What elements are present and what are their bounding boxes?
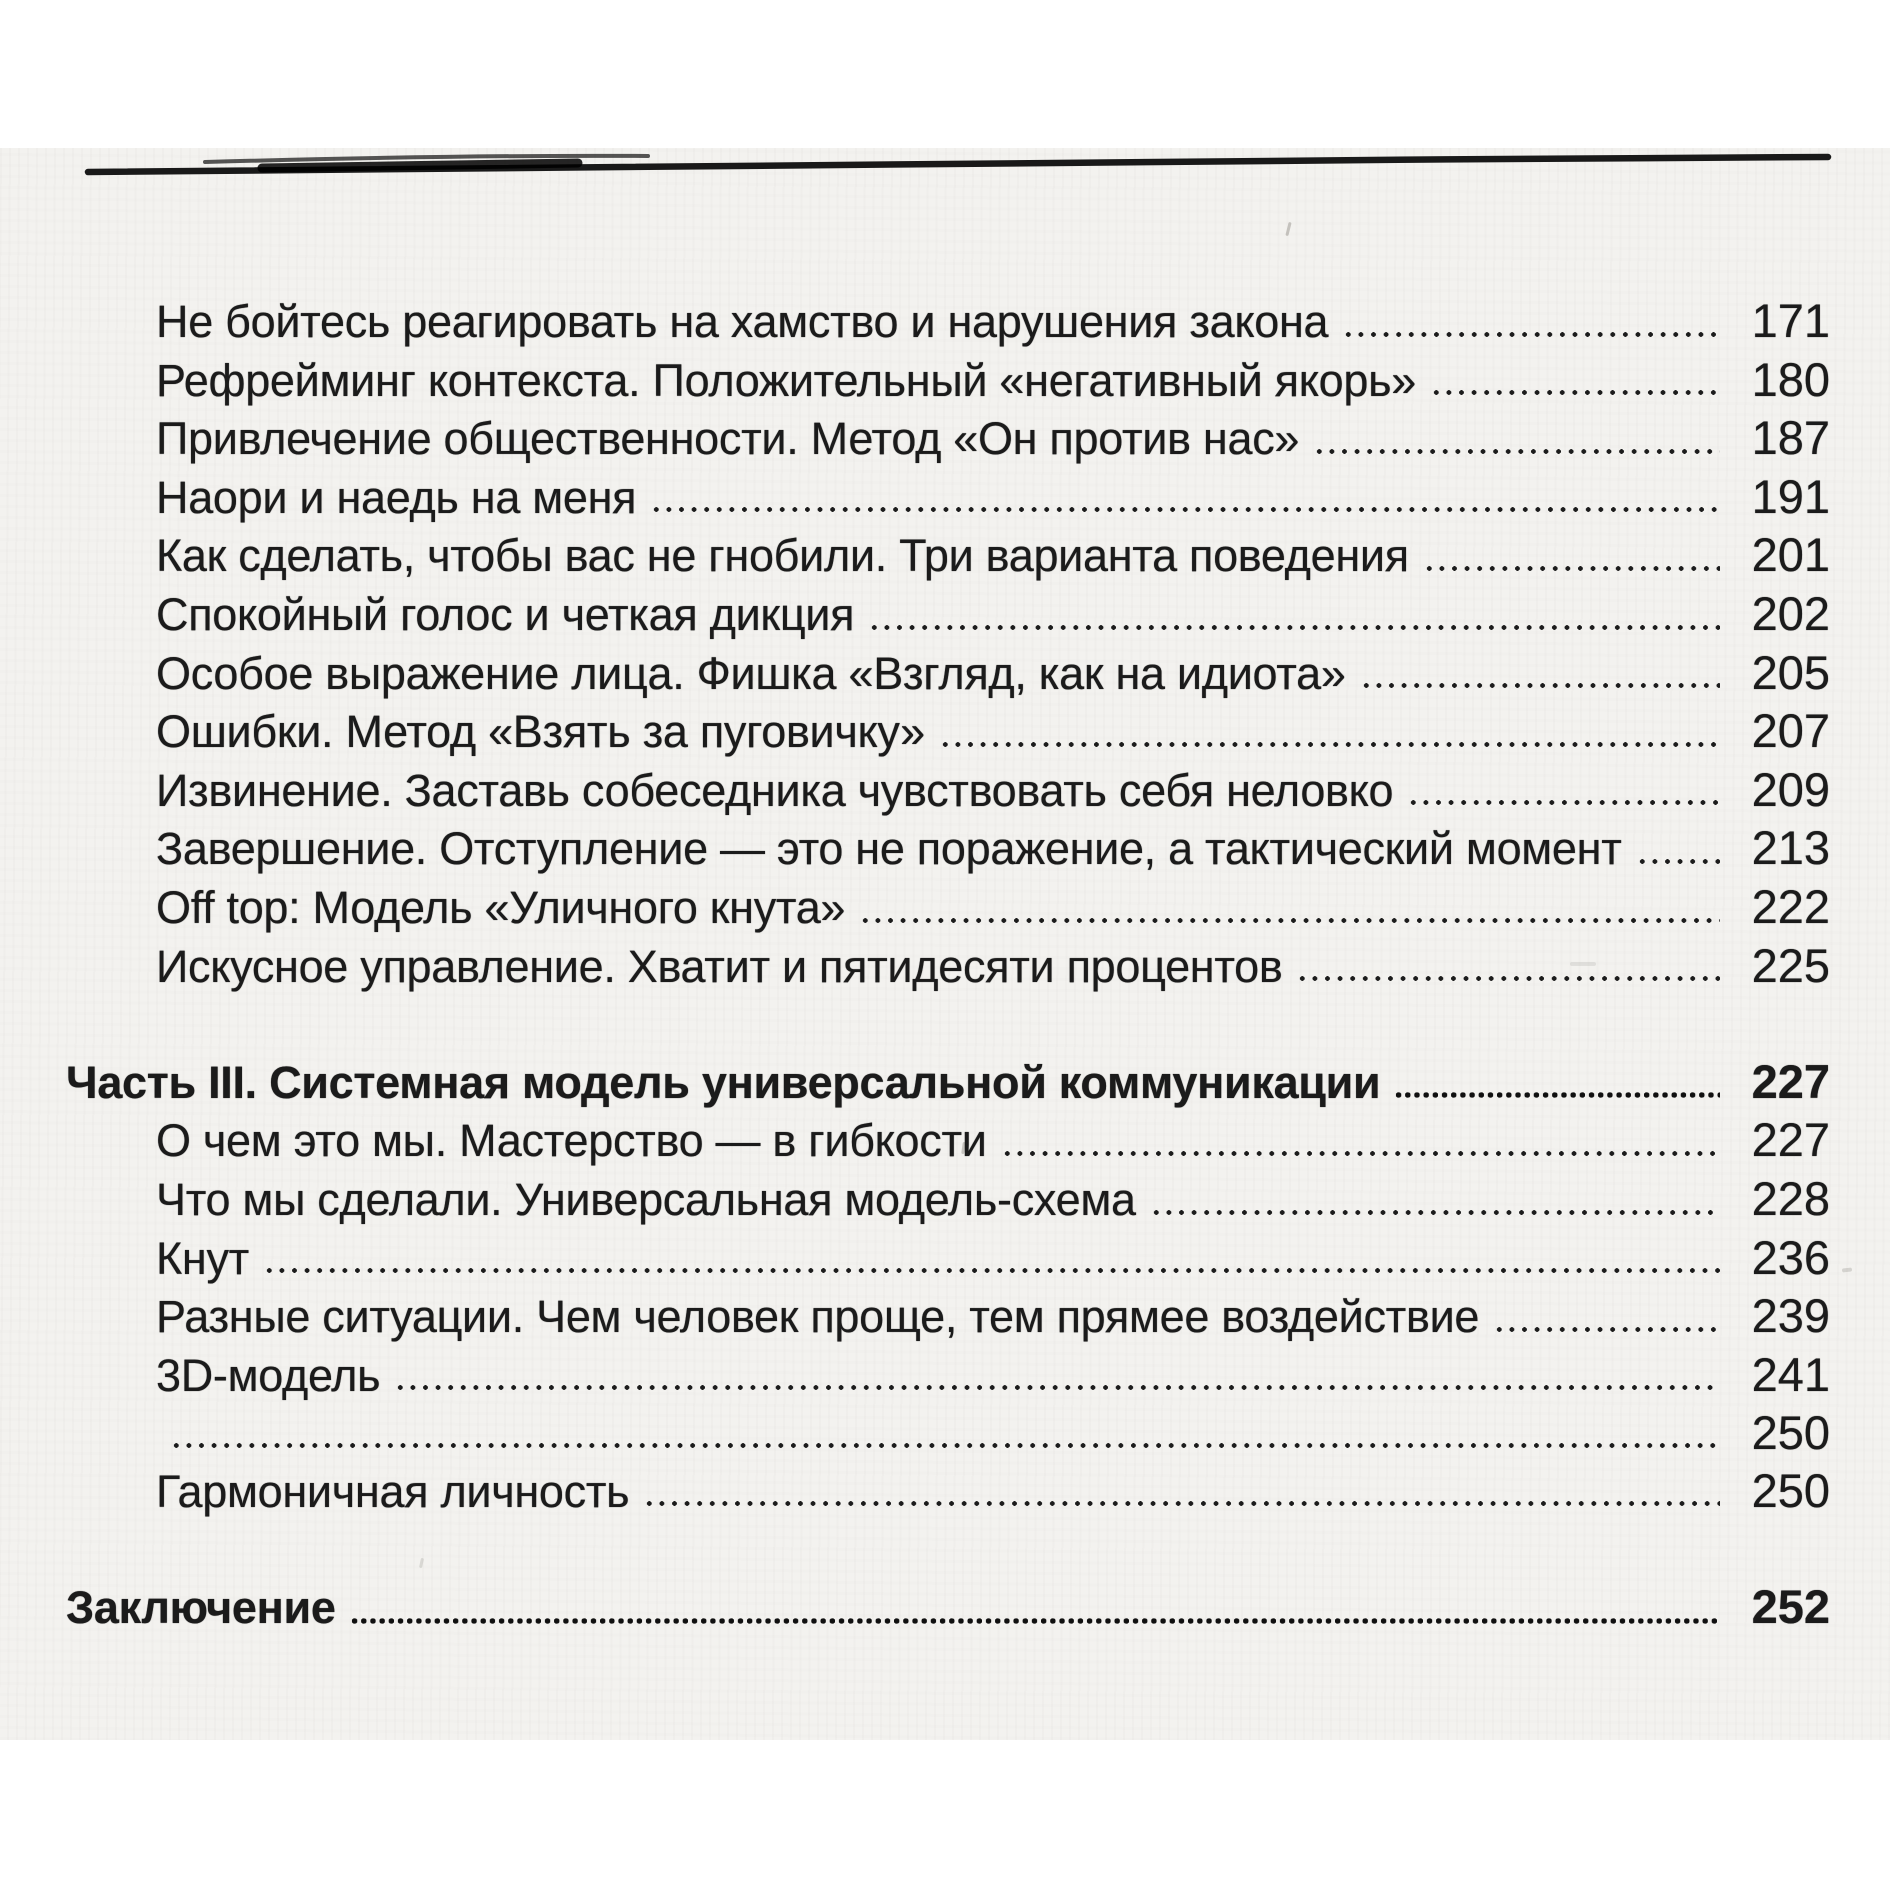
entry-page-number: 213 [1751,821,1830,875]
dot-leader [939,741,1720,748]
entry-title: Привлечение общественности. Метод «Он против нас» [156,413,1300,465]
dot-leader [394,1384,1720,1391]
entry-title: Извинение. Заставь собеседника чувствовать себя неловко [156,764,1394,816]
entry-page-number: 227 [1751,1054,1830,1108]
dot-leader [1636,858,1720,865]
entry-page-number: 180 [1751,352,1830,406]
entry-page-number: 209 [1751,762,1830,816]
entry-page-number: 225 [1751,938,1830,992]
entry-page-number: 250 [1751,1406,1830,1460]
toc-entry [0,819,1890,878]
dot-leader [263,1267,1720,1274]
toc-entry [0,1578,1890,1637]
toc-entry [0,292,1890,351]
entry-title: Завершение. Отступление — это не поражение, а тактический момент [156,823,1622,875]
dot-leader [868,624,1720,631]
toc-entry [0,468,1890,527]
entry-page-number: 228 [1751,1171,1830,1225]
entry-page-number: 250 [1751,1463,1830,1517]
entry-page-number: 202 [1751,586,1830,640]
entry-title: Не бойтесь реагировать на хамство и нарушения закона [156,296,1329,347]
entry-title: Искусное управление. Хватит и пятидесяти процентов [156,940,1283,992]
entry-title: Заключение [66,1582,336,1634]
dot-leader [643,1500,1720,1507]
dot-leader [1001,1150,1720,1157]
entry-page-number: 201 [1751,528,1830,582]
dot-leader [1423,565,1720,572]
dot-leader [1296,975,1720,982]
entry-page-number: 227 [1751,1113,1830,1167]
dot-leader [1150,1209,1720,1216]
entry-title: Как сделать, чтобы вас не гнобили. Три варианта поведения [156,530,1409,582]
entry-title: Часть III. Системная модель универсальной коммуникации [66,1056,1381,1108]
toc-entry [0,937,1890,996]
dot-leader [1430,389,1720,396]
entry-page-number: 207 [1751,704,1830,758]
entry-title: О чем это мы. Мастерство — в гибкости [156,1115,987,1167]
toc-entry [0,409,1890,468]
toc-entry [0,526,1890,585]
toc-entry [0,585,1890,644]
entry-title: Off top: Модель «Уличного кнута» [156,881,846,933]
dot-leader [170,1442,1720,1449]
entry-title: Рефрейминг контекста. Положительный «негативный якорь» [156,354,1416,406]
dot-leader [859,917,1720,924]
toc-entry [0,1170,1890,1229]
entry-page-number: 252 [1751,1580,1830,1634]
toc-entry [0,761,1890,820]
entry-page-number: 187 [1751,411,1830,465]
toc-entry [0,1462,1890,1521]
entry-title: Спокойный голос и четкая дикция [156,588,855,640]
dot-leader [1313,448,1720,455]
entry-page-number: 239 [1751,1289,1830,1343]
toc-entry [0,1229,1890,1288]
entry-title: 3D-модель [156,1349,381,1401]
toc-entry [0,1287,1890,1346]
dot-leader [1342,331,1720,338]
toc-entry [0,1111,1890,1170]
entry-title: Что мы сделали. Универсальная модель-схема [156,1173,1136,1225]
entry-page-number: 236 [1751,1230,1830,1284]
toc-list [0,292,1890,1637]
toc-entry [0,1053,1890,1112]
entry-title: Наори и наедь на меня [156,471,637,523]
toc-entry [0,1404,1890,1462]
dot-leader [350,1617,1720,1625]
toc-entry [0,644,1890,703]
toc-entry [0,878,1890,937]
dot-leader [1394,1091,1720,1099]
entry-title: Особое выражение лица. Фишка «Взгляд, как на идиота» [156,647,1346,699]
toc-entry [0,351,1890,410]
dot-leader [650,506,1720,513]
dot-leader [1360,682,1720,689]
toc-entry [0,702,1890,761]
dot-leader [1407,799,1720,806]
entry-title: Разные ситуации. Чем человек проще, тем прямее воздействие [156,1291,1480,1343]
dot-leader [1493,1326,1720,1333]
entry-page-number: 171 [1751,294,1830,347]
entry-title: Кнут [156,1232,249,1284]
entry-page-number: 191 [1751,469,1830,523]
toc-entry [0,1346,1890,1405]
entry-page-number: 205 [1751,645,1830,699]
entry-title: Гармоничная личность [156,1465,630,1517]
entry-title: Ошибки. Метод «Взять за пуговичку» [156,706,925,758]
entry-page-number: 241 [1751,1347,1830,1401]
entry-page-number: 222 [1751,879,1830,933]
